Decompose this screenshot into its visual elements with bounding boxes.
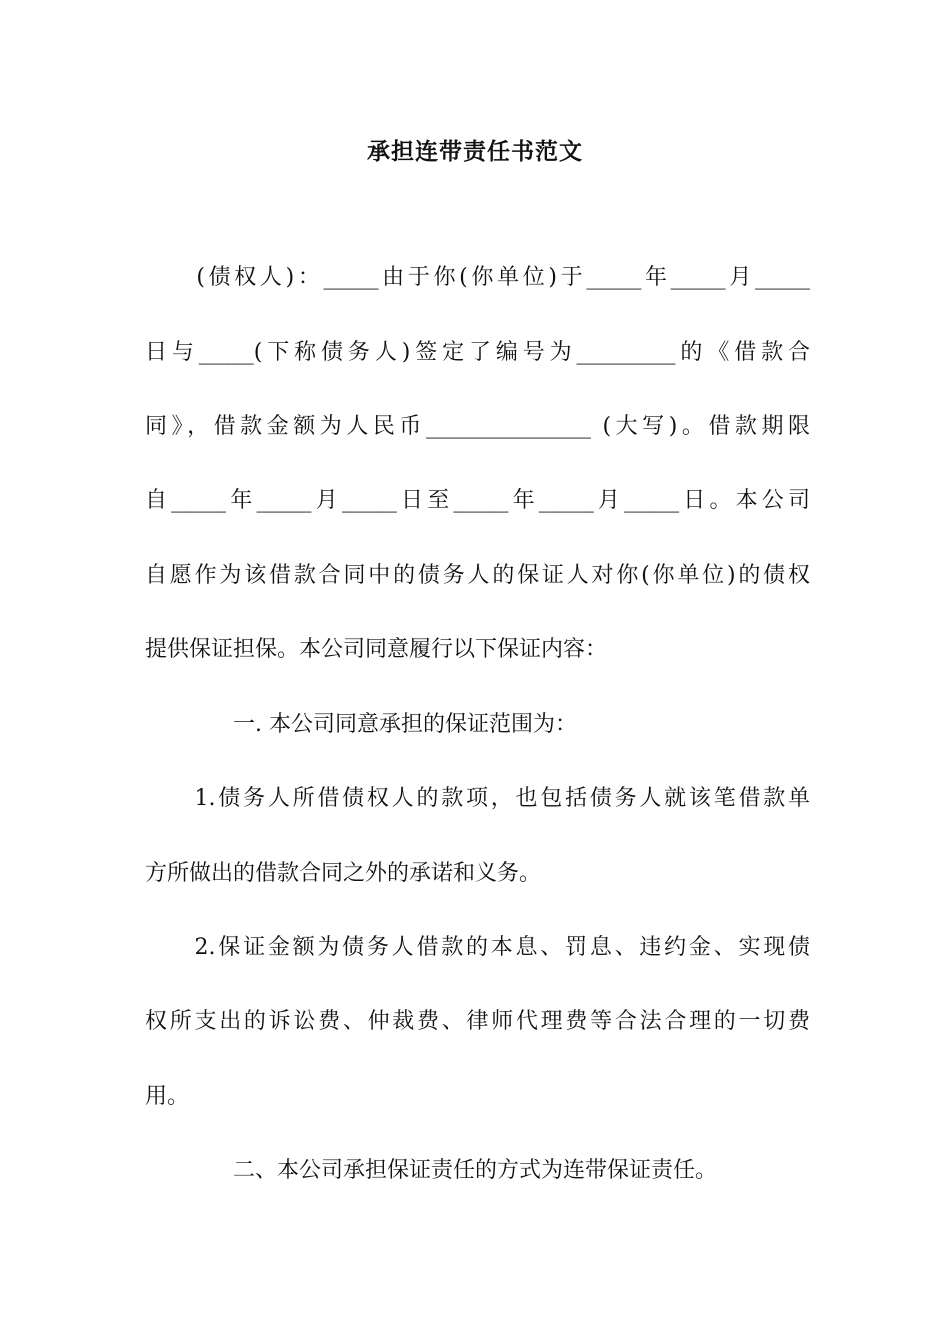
section-heading-1: 一. 本公司同意承担的保证范围为： (145, 712, 577, 737)
paragraph-line-1: (债权人)：_____由于你(你单位)于_____年_____月_____ (145, 265, 810, 290)
clause-1-line-1: 1.债务人所借债权人的款项，也包括债务人就该笔借款单 (145, 786, 810, 811)
section-heading-2: 二、本公司承担保证责任的方式为连带保证责任。 (145, 1158, 718, 1183)
paragraph-line-5: 自愿作为该借款合同中的债务人的保证人对你(你单位)的债权 (145, 563, 810, 588)
clause-2-line-3: 用。 (145, 1084, 190, 1109)
paragraph-line-2: 日与_____(下称债务人)签定了编号为_________的《借款合 (145, 340, 810, 365)
clause-2-line-2: 权所支出的诉讼费、仲裁费、律师代理费等合法合理的一切费 (145, 1009, 810, 1034)
document-title: 承担连带责任书范文 (367, 138, 583, 165)
paragraph-line-3: 同》，借款金额为人民币_______________ (大写)。借款期限 (145, 414, 810, 439)
clause-2-line-1: 2.保证金额为债务人借款的本息、罚息、违约金、实现债 (145, 935, 810, 960)
paragraph-line-6: 提供保证担保。本公司同意履行以下保证内容： (145, 637, 608, 662)
clause-1-line-2: 方所做出的借款合同之外的承诺和义务。 (145, 861, 542, 886)
paragraph-line-4: 自_____年_____月_____日至_____年_____月_____日。本公司 (145, 488, 810, 513)
